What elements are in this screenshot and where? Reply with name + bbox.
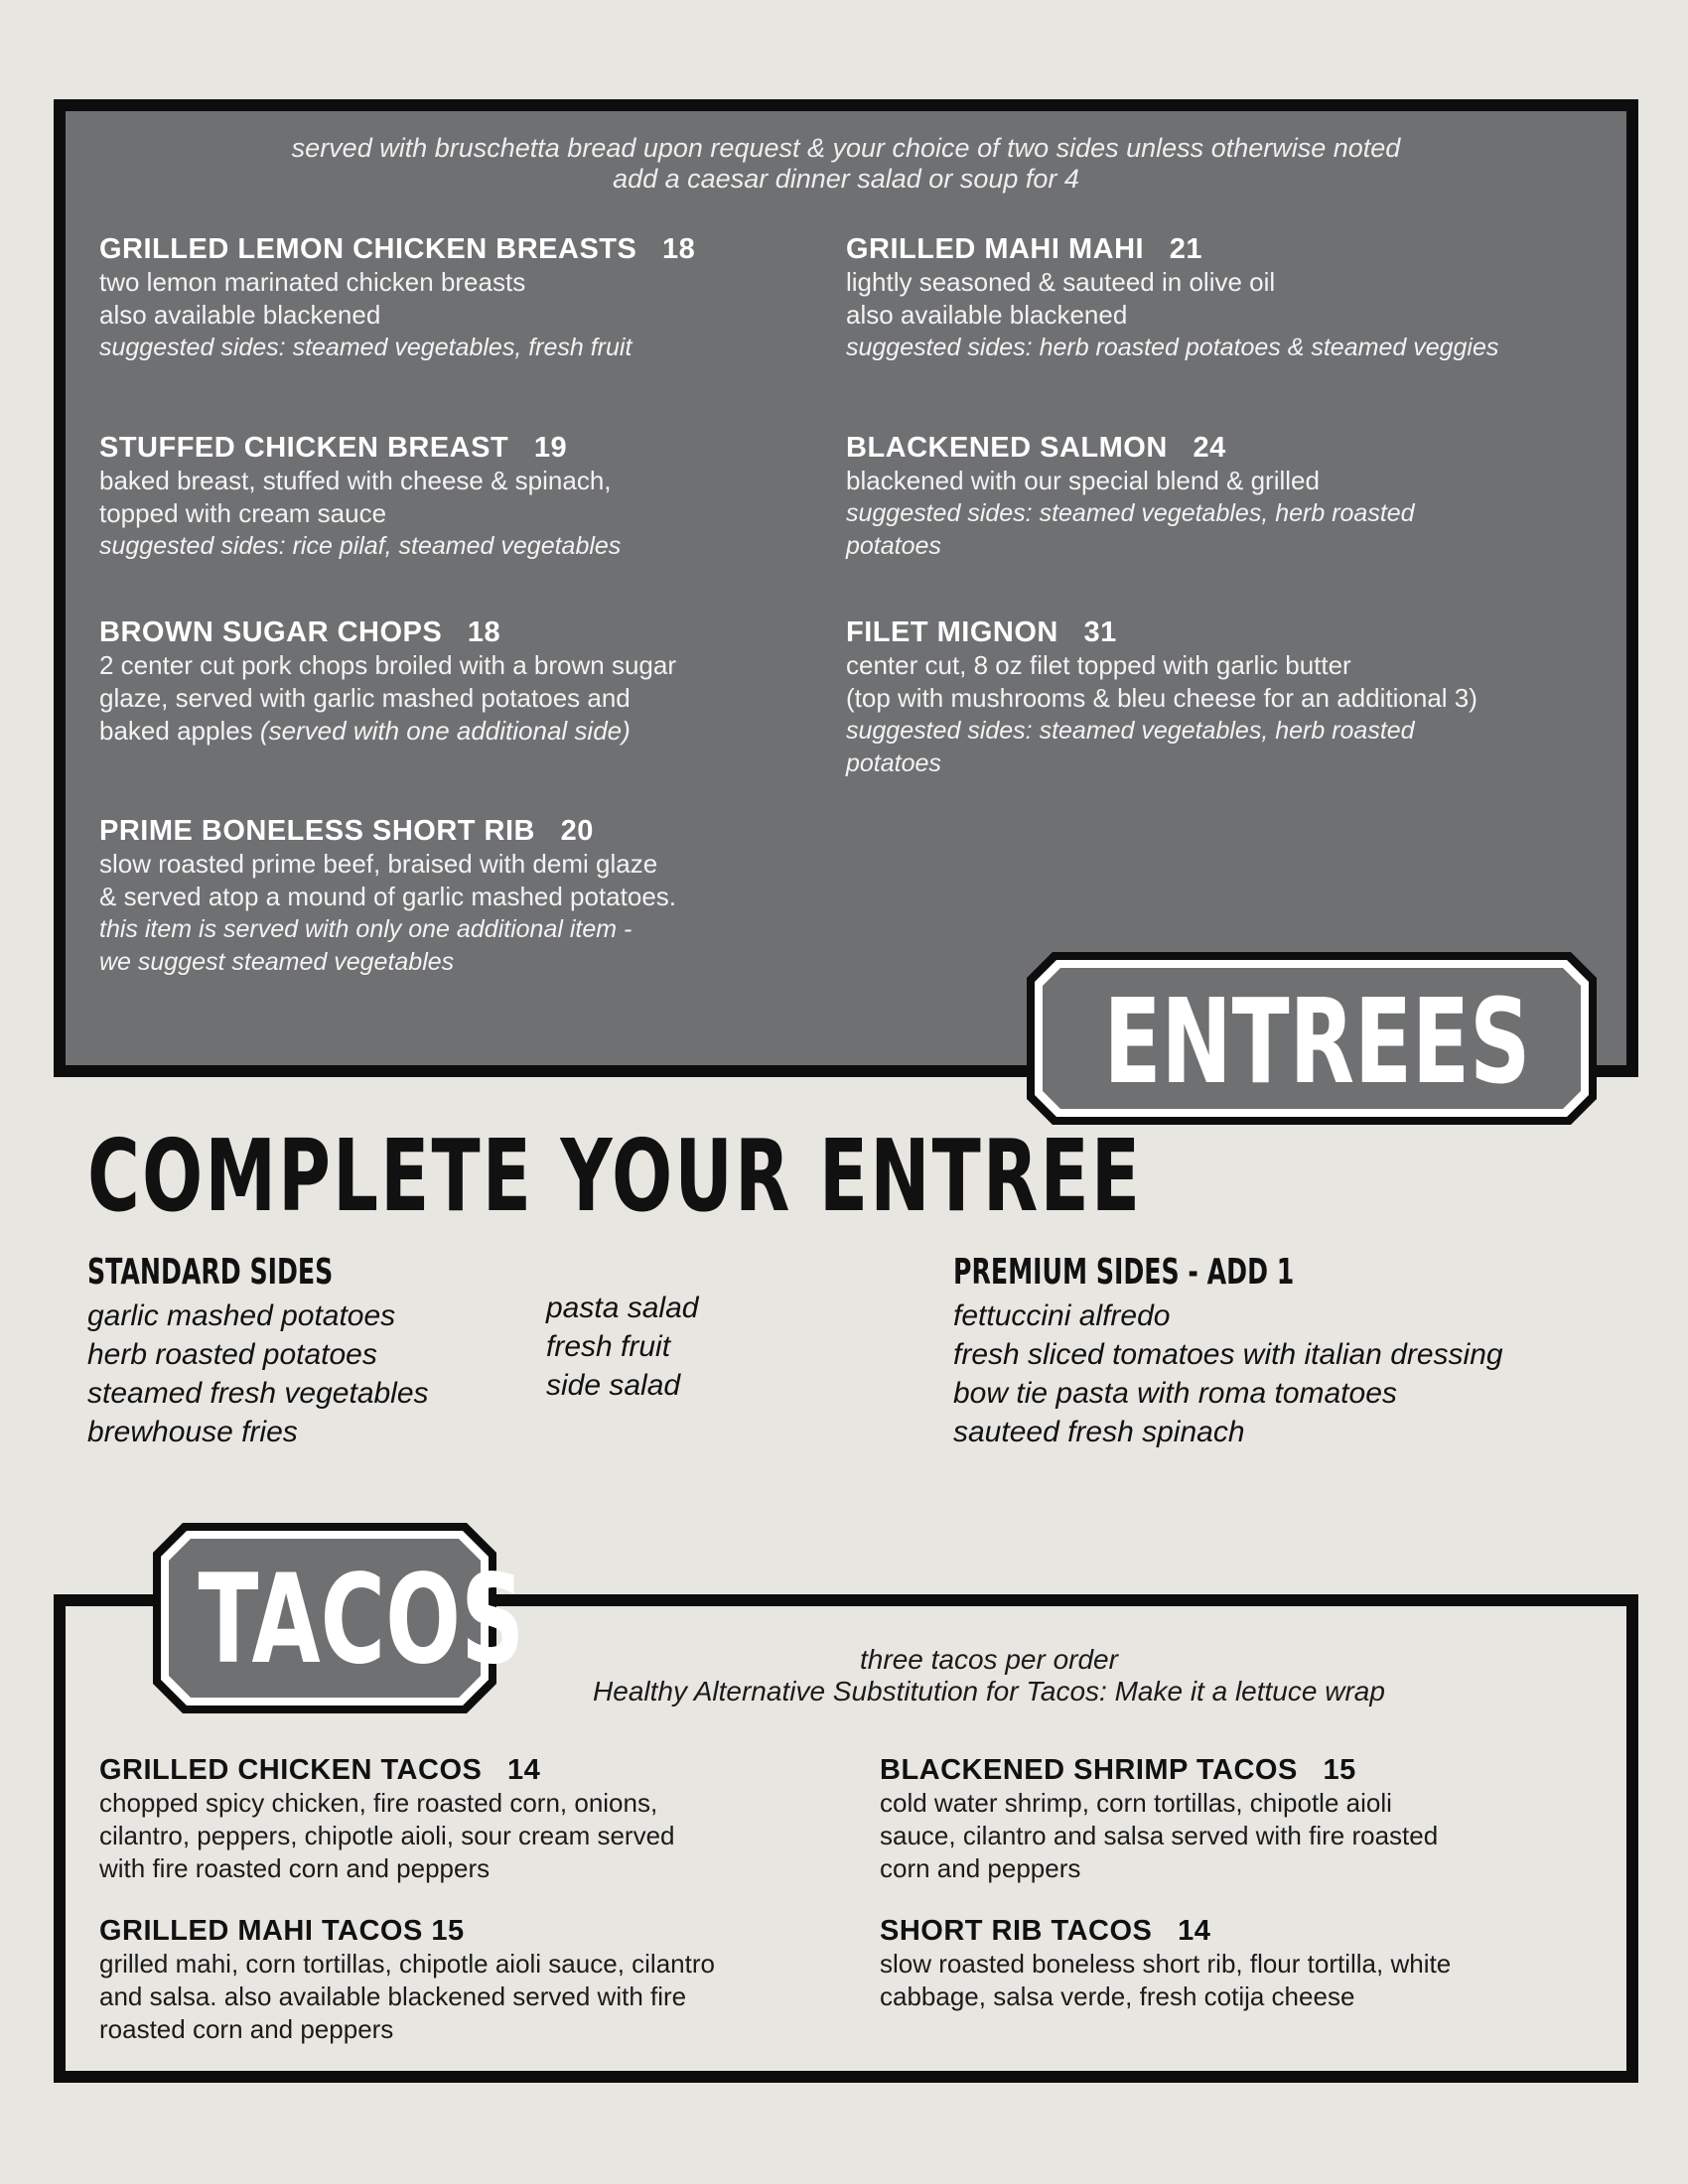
- item-note: suggested sides: steamed vegetables, herb roasted: [846, 717, 1415, 745]
- menu-item: [99, 431, 814, 563]
- item-note: suggested sides: herb roasted potatoes & steamed veggies: [846, 334, 1499, 361]
- item-desc: baked breast, stuffed with cheese & spinach,: [99, 466, 612, 495]
- item-desc: glaze, served with garlic mashed potatoes and: [99, 683, 631, 713]
- menu-item: [99, 232, 814, 364]
- list-item: steamed fresh vegetables: [87, 1377, 429, 1410]
- item-name: GRILLED LEMON CHICKEN BREASTS 18: [99, 233, 696, 265]
- item-desc: with fire roasted corn and peppers: [99, 1853, 491, 1883]
- list-item: bow tie pasta with roma tomatoes: [953, 1377, 1397, 1410]
- item-name: STUFFED CHICKEN BREAST 19: [99, 432, 568, 464]
- entrees-intro: [66, 133, 1626, 195]
- item-desc: corn and peppers: [880, 1853, 1081, 1883]
- menu-item: [99, 615, 814, 748]
- item-desc-italic: (served with one additional side): [259, 716, 631, 746]
- entrees-intro-line: add a caesar dinner salad or soup for 4: [613, 164, 1079, 194]
- item-note: suggested sides: steamed vegetables, fresh fruit: [99, 334, 633, 361]
- item-note: suggested sides: steamed vegetables, herb roasted: [846, 499, 1415, 527]
- item-name: SHORT RIB TACOS 14: [880, 1915, 1211, 1947]
- tacos-intro-line: three tacos per order: [860, 1644, 1118, 1675]
- entrees-panel: [54, 99, 1638, 1077]
- tacos-intro: [492, 1644, 1485, 1707]
- premium-sides-list: [953, 1297, 1503, 1451]
- list-item: fresh fruit: [546, 1330, 671, 1363]
- item-desc: blackened with our special blend & grilled: [846, 466, 1320, 495]
- list-item: herb roasted potatoes: [87, 1338, 377, 1371]
- item-name: BLACKENED SHRIMP TACOS 15: [880, 1754, 1356, 1786]
- tacos-title: TACOS: [198, 1549, 525, 1692]
- list-item: pasta salad: [546, 1292, 699, 1324]
- menu-item: [846, 232, 1620, 364]
- item-name: BLACKENED SALMON 24: [846, 432, 1226, 464]
- tacos-intro-line: Healthy Alternative Substitution for Tacos: Make it a lettuce wrap: [593, 1676, 1385, 1706]
- item-note: we suggest steamed vegetables: [99, 948, 455, 976]
- item-note: suggested sides: rice pilaf, steamed vegetables: [99, 532, 622, 560]
- item-desc: chopped spicy chicken, fire roasted corn, onions,: [99, 1788, 658, 1818]
- premium-sides-heading: PREMIUM SIDES - ADD 1: [953, 1252, 1295, 1293]
- entrees-intro-line: served with bruschetta bread upon request & your choice of two sides unless otherwise noted: [291, 133, 1401, 163]
- item-desc: (top with mushrooms & bleu cheese for an additional 3): [846, 683, 1477, 713]
- standard-sides-heading: STANDARD SIDES: [87, 1252, 334, 1293]
- item-desc: also available blackened: [846, 300, 1128, 330]
- menu-item: [880, 1914, 1615, 2013]
- item-note: this item is served with only one additional item -: [99, 915, 633, 943]
- item-name: BROWN SUGAR CHOPS 18: [99, 616, 501, 648]
- item-desc: cabbage, salsa verde, fresh cotija cheese: [880, 1981, 1355, 2011]
- item-desc: lightly seasoned & sauteed in olive oil: [846, 267, 1276, 297]
- item-desc: slow roasted boneless short rib, flour tortilla, white: [880, 1949, 1452, 1979]
- list-item: brewhouse fries: [87, 1416, 298, 1448]
- item-name: PRIME BONELESS SHORT RIB 20: [99, 815, 594, 847]
- item-note: potatoes: [846, 532, 941, 560]
- item-desc: also available blackened: [99, 300, 381, 330]
- list-item: side salad: [546, 1369, 681, 1402]
- item-desc: sauce, cilantro and salsa served with fire roasted: [880, 1821, 1439, 1850]
- complete-title: COMPLETE YOUR ENTREE: [87, 1118, 1143, 1234]
- menu-item: [99, 814, 814, 979]
- menu-item: [99, 1753, 834, 1885]
- item-name: GRILLED MAHI MAHI 21: [846, 233, 1203, 265]
- item-desc: grilled mahi, corn tortillas, chipotle aioli sauce, cilantro: [99, 1949, 715, 1979]
- entrees-title: ENTREES: [1103, 973, 1531, 1110]
- item-desc: and salsa. also available blackened served with fire: [99, 1981, 687, 2011]
- menu-item: [846, 431, 1561, 563]
- item-name: GRILLED CHICKEN TACOS 14: [99, 1754, 541, 1786]
- list-item: fettuccini alfredo: [953, 1299, 1171, 1332]
- item-desc: center cut, 8 oz filet topped with garlic butter: [846, 650, 1351, 680]
- item-desc-text: baked apples: [99, 716, 260, 746]
- item-desc: roasted corn and peppers: [99, 2014, 394, 2044]
- item-desc: topped with cream sauce: [99, 498, 387, 528]
- list-item: garlic mashed potatoes: [87, 1299, 396, 1332]
- item-desc: cold water shrimp, corn tortillas, chipotle aioli: [880, 1788, 1392, 1818]
- item-desc: two lemon marinated chicken breasts: [99, 267, 526, 297]
- menu-item: [880, 1753, 1615, 1885]
- item-desc: slow roasted prime beef, braised with demi glaze: [99, 849, 658, 879]
- item-desc: & served atop a mound of garlic mashed potatoes.: [99, 882, 677, 911]
- standard-sides-list-2: [546, 1289, 698, 1405]
- item-name: GRILLED MAHI TACOS 15: [99, 1915, 465, 1947]
- menu-item: [99, 1914, 874, 2046]
- item-name: FILET MIGNON 31: [846, 616, 1117, 648]
- item-desc: cilantro, peppers, chipotle aioli, sour cream served: [99, 1821, 675, 1850]
- menu-item: [846, 615, 1620, 780]
- item-desc: 2 center cut pork chops broiled with a brown sugar: [99, 650, 676, 680]
- standard-sides-list: [87, 1297, 429, 1451]
- list-item: fresh sliced tomatoes with italian dressing: [953, 1338, 1503, 1371]
- item-note: potatoes: [846, 750, 941, 777]
- item-desc: [99, 715, 814, 748]
- list-item: sauteed fresh spinach: [953, 1416, 1245, 1448]
